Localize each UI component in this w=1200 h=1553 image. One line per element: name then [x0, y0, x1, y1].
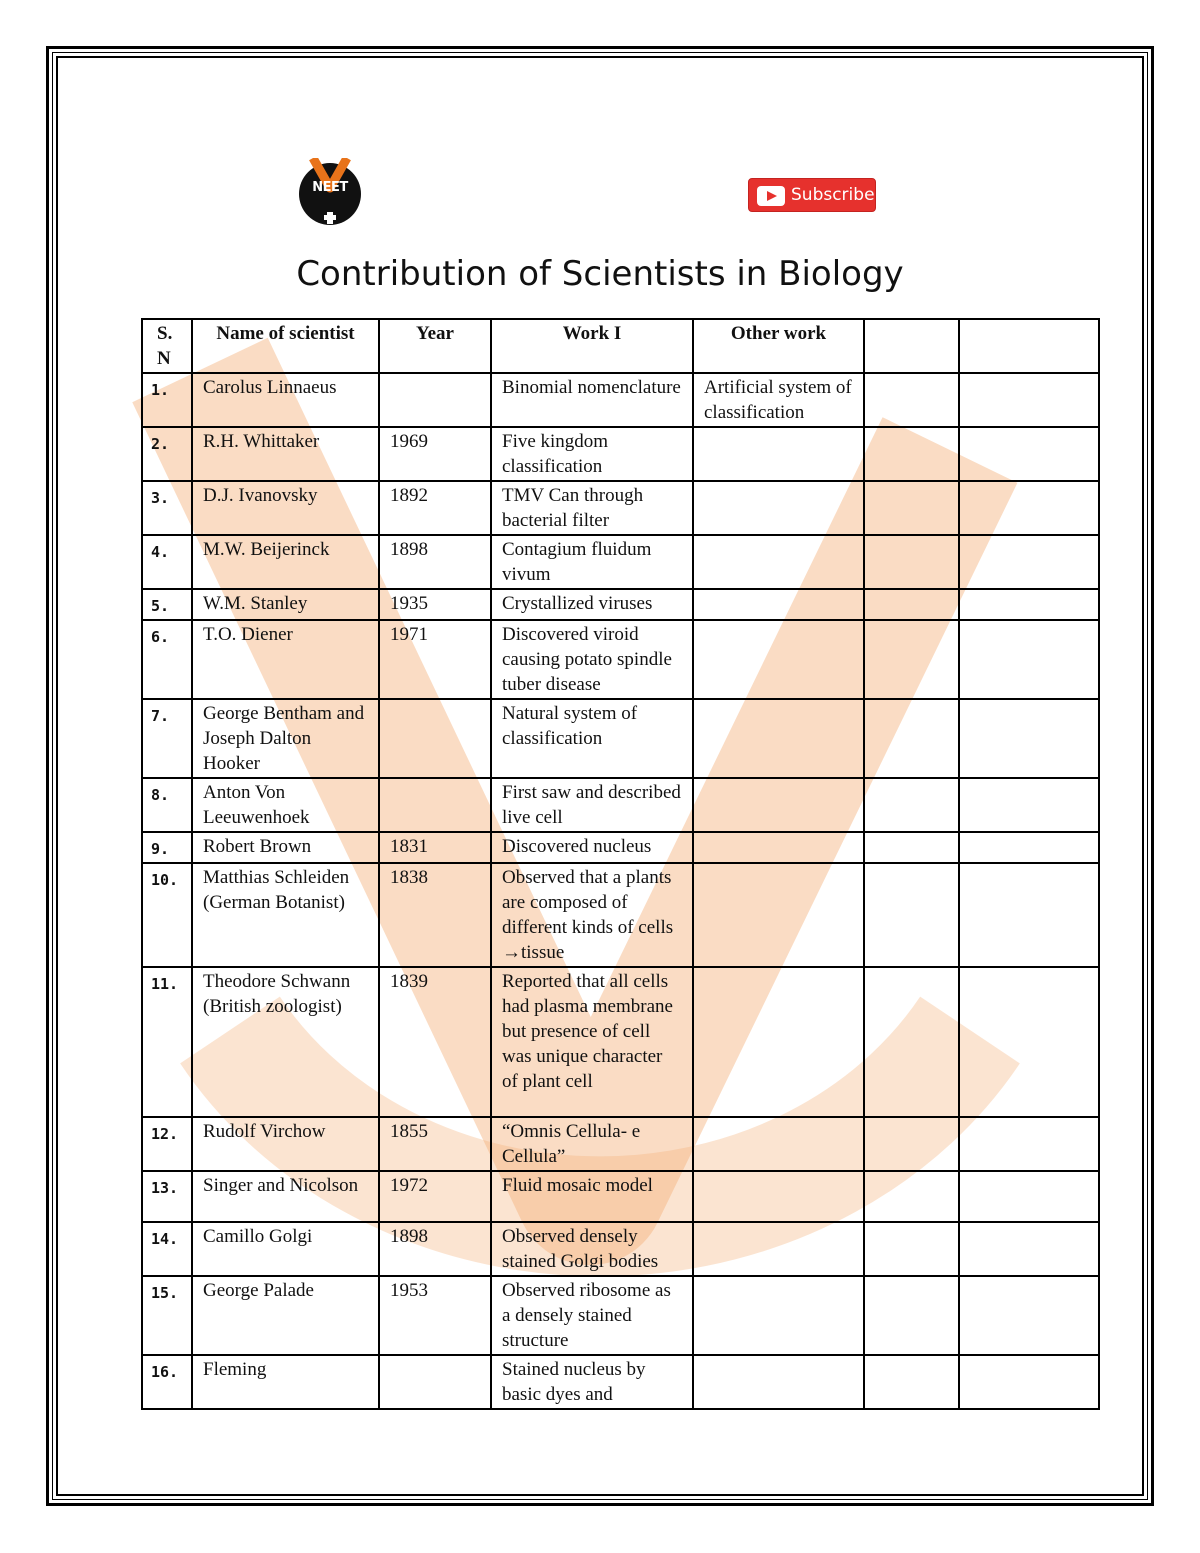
cell-other-work: Artificial system of classification	[693, 373, 864, 427]
table-row	[142, 1171, 1099, 1222]
table-row	[142, 832, 1099, 863]
cell-year: 1855	[379, 1117, 491, 1171]
table-row	[142, 427, 1099, 481]
table-row	[142, 1355, 1099, 1409]
cell-name: Singer and Nicolson	[192, 1171, 379, 1222]
cell-extra-2	[959, 778, 1099, 832]
scientists-table	[141, 318, 1100, 1410]
table-row	[142, 535, 1099, 589]
cell-sn: 10.	[142, 863, 192, 967]
header-extra-1	[864, 319, 959, 373]
cell-work: “Omnis Cellula- e Cellula”	[491, 1117, 693, 1171]
cell-other-work	[693, 967, 864, 1117]
cell-year: 1898	[379, 535, 491, 589]
cell-other-work	[693, 778, 864, 832]
cell-sn: 9.	[142, 832, 192, 863]
cell-extra-2	[959, 863, 1099, 967]
cell-extra-2	[959, 1222, 1099, 1276]
header-name: Name of scientist	[192, 319, 379, 373]
cell-extra-2	[959, 373, 1099, 427]
cell-other-work	[693, 1355, 864, 1409]
cell-work: Observed densely stained Golgi bodies	[491, 1222, 693, 1276]
table-row	[142, 699, 1099, 778]
cell-year: 1831	[379, 832, 491, 863]
cell-sn: 14.	[142, 1222, 192, 1276]
cell-work: First saw and described live cell	[491, 778, 693, 832]
cell-other-work	[693, 863, 864, 967]
table-header-row	[142, 319, 1099, 373]
page-title: Contribution of Scientists in Biology	[296, 254, 904, 294]
header-work: Work I	[491, 319, 693, 373]
table-row	[142, 373, 1099, 427]
cell-sn: 7.	[142, 699, 192, 778]
cell-work: Binomial nomenclature	[491, 373, 693, 427]
cell-extra-2	[959, 1117, 1099, 1171]
header-extra-2	[959, 319, 1099, 373]
cell-work: Discovered nucleus	[491, 832, 693, 863]
cell-name: George Palade	[192, 1276, 379, 1355]
table-row	[142, 589, 1099, 620]
cell-year	[379, 373, 491, 427]
cell-name: Robert Brown	[192, 832, 379, 863]
cell-extra-1	[864, 589, 959, 620]
logo-text: NEET	[312, 180, 348, 195]
cell-extra-1	[864, 535, 959, 589]
cell-extra-1	[864, 863, 959, 967]
cell-name: George Bentham and Joseph Dalton Hooker	[192, 699, 379, 778]
table-row	[142, 1276, 1099, 1355]
cell-extra-2	[959, 535, 1099, 589]
cell-other-work	[693, 699, 864, 778]
cell-sn: 12.	[142, 1117, 192, 1171]
cell-sn: 4.	[142, 535, 192, 589]
cell-other-work	[693, 1171, 864, 1222]
cell-name: D.J. Ivanovsky	[192, 481, 379, 535]
cell-work: TMV Can through bacterial filter	[491, 481, 693, 535]
cell-name: Rudolf Virchow	[192, 1117, 379, 1171]
cell-work: Observed ribosome as a densely stained structure	[491, 1276, 693, 1355]
cell-work: Observed that a plants are composed of different kinds of cells →tissue	[491, 863, 693, 967]
cell-extra-1	[864, 1171, 959, 1222]
cell-extra-1	[864, 373, 959, 427]
table-row	[142, 1222, 1099, 1276]
cell-sn: 5.	[142, 589, 192, 620]
cell-other-work	[693, 1276, 864, 1355]
cell-name: Matthias Schleiden (German Botanist)	[192, 863, 379, 967]
cell-other-work	[693, 535, 864, 589]
cell-sn: 3.	[142, 481, 192, 535]
cell-extra-1	[864, 427, 959, 481]
table-row	[142, 967, 1099, 1117]
cell-name: Theodore Schwann (British zoologist)	[192, 967, 379, 1117]
cell-year	[379, 778, 491, 832]
cell-name: Fleming	[192, 1355, 379, 1409]
cell-year: 1838	[379, 863, 491, 967]
cell-sn: 2.	[142, 427, 192, 481]
cell-extra-2	[959, 481, 1099, 535]
subscribe-label: Subscribe	[791, 185, 875, 205]
cell-extra-2	[959, 1171, 1099, 1222]
cell-year: 1971	[379, 620, 491, 699]
table-row	[142, 863, 1099, 967]
cell-other-work	[693, 1117, 864, 1171]
cell-other-work	[693, 832, 864, 863]
cell-work: Contagium fluidum vivum	[491, 535, 693, 589]
cell-extra-2	[959, 699, 1099, 778]
cell-extra-1	[864, 832, 959, 863]
cell-work: Five kingdom classification	[491, 427, 693, 481]
cell-name: Camillo Golgi	[192, 1222, 379, 1276]
cell-work: Natural system of classification	[491, 699, 693, 778]
cell-name: T.O. Diener	[192, 620, 379, 699]
cell-name: R.H. Whittaker	[192, 427, 379, 481]
cell-year: 1969	[379, 427, 491, 481]
cell-sn: 6.	[142, 620, 192, 699]
cell-name: Anton Von Leeuwenhoek	[192, 778, 379, 832]
cell-extra-2	[959, 589, 1099, 620]
cell-extra-2	[959, 832, 1099, 863]
cell-extra-1	[864, 620, 959, 699]
table-row	[142, 620, 1099, 699]
cell-year	[379, 1355, 491, 1409]
cell-other-work	[693, 1222, 864, 1276]
cell-extra-2	[959, 620, 1099, 699]
cell-extra-2	[959, 1276, 1099, 1355]
cell-sn: 1.	[142, 373, 192, 427]
cell-extra-1	[864, 967, 959, 1117]
cell-extra-1	[864, 699, 959, 778]
cell-work: Stained nucleus by basic dyes and	[491, 1355, 693, 1409]
cell-sn: 15.	[142, 1276, 192, 1355]
neet-logo	[297, 158, 363, 226]
cell-extra-1	[864, 778, 959, 832]
cell-sn: 11.	[142, 967, 192, 1117]
cell-name: Carolus Linnaeus	[192, 373, 379, 427]
cell-extra-2	[959, 427, 1099, 481]
cell-year: 1953	[379, 1276, 491, 1355]
cell-other-work	[693, 427, 864, 481]
table-row	[142, 778, 1099, 832]
cell-work: Fluid mosaic model	[491, 1171, 693, 1222]
cell-extra-2	[959, 967, 1099, 1117]
cell-extra-1	[864, 1222, 959, 1276]
cell-work: Reported that all cells had plasma membrane but presence of cell was unique character of plant cell	[491, 967, 693, 1117]
header-year: Year	[379, 319, 491, 373]
cell-year: 1839	[379, 967, 491, 1117]
cell-other-work	[693, 481, 864, 535]
cell-extra-1	[864, 481, 959, 535]
cell-other-work	[693, 620, 864, 699]
cell-name: M.W. Beijerinck	[192, 535, 379, 589]
table-row	[142, 481, 1099, 535]
cell-extra-1	[864, 1117, 959, 1171]
cell-name: W.M. Stanley	[192, 589, 379, 620]
cell-extra-1	[864, 1355, 959, 1409]
cell-year: 1935	[379, 589, 491, 620]
cell-year: 1898	[379, 1222, 491, 1276]
cell-work: Crystallized viruses	[491, 589, 693, 620]
cell-year: 1972	[379, 1171, 491, 1222]
cell-sn: 13.	[142, 1171, 192, 1222]
cell-year	[379, 699, 491, 778]
cell-other-work	[693, 589, 864, 620]
cell-extra-2	[959, 1355, 1099, 1409]
cell-sn: 8.	[142, 778, 192, 832]
subscribe-button[interactable]	[748, 178, 876, 212]
cell-year: 1892	[379, 481, 491, 535]
header-sn: S. N	[142, 319, 192, 373]
cell-extra-1	[864, 1276, 959, 1355]
play-icon	[757, 186, 785, 206]
cell-work: Discovered viroid causing potato spindle tuber disease	[491, 620, 693, 699]
table-row	[142, 1117, 1099, 1171]
header-other-work: Other work	[693, 319, 864, 373]
cell-sn: 16.	[142, 1355, 192, 1409]
